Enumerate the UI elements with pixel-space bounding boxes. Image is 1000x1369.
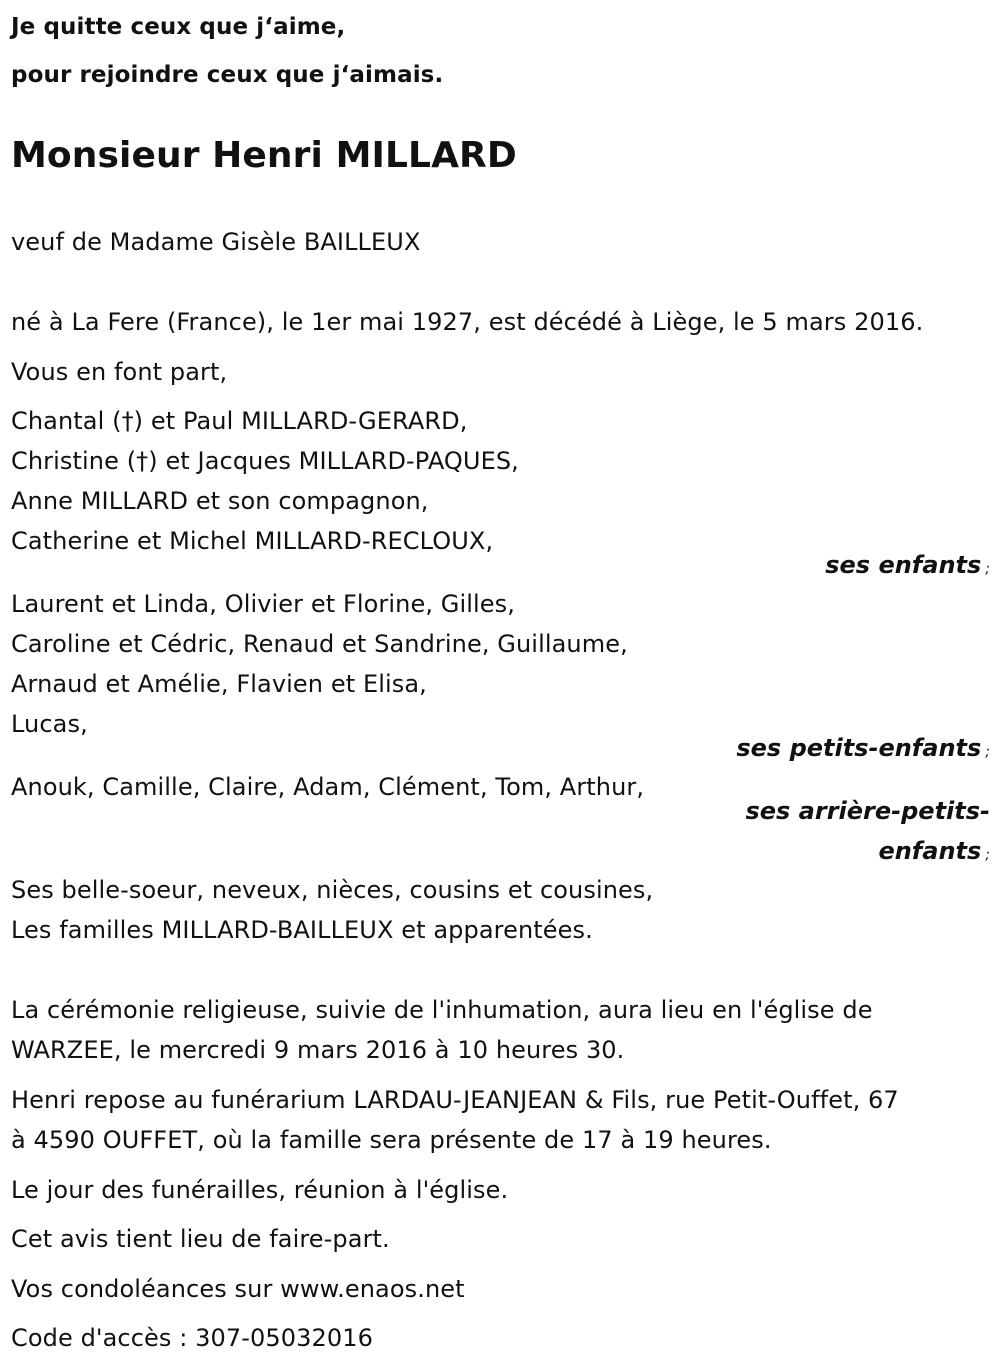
announcement-intro: Vous en font part, [11,358,228,386]
grandchild-line: Arnaud et Amélie, Flavien et Elisa, [11,670,427,698]
child-line: Catherine et Michel MILLARD-RECLOUX, [11,527,494,555]
epigraph-line-2: pour rejoindre ceux que j‘aimais. [11,62,444,88]
child-line: Christine (†) et Jacques MILLARD-PAQUES, [11,447,519,475]
funeral-home-line: Henri repose au funérarium LARDAU-JEANJEAN & Fils, rue Petit-Ouffet, 67 [11,1086,899,1114]
relation-separator: ; [985,744,990,760]
relation-text: ses petits-enfants [736,734,982,762]
great-grandchildren-relation-label-1 [745,796,990,826]
access-code-line: Code d'accès : 307-05032016 [11,1324,373,1352]
condolences-line: Vos condoléances sur www.enaos.net [11,1275,465,1303]
grandchild-line: Laurent et Linda, Olivier et Florine, Gilles, [11,590,515,618]
relation-text: ses enfants [825,551,982,579]
ceremony-line: La cérémonie religieuse, suivie de l'inhumation, aura lieu en l'église de [11,996,873,1024]
relation-separator: ; [985,561,990,577]
great-grandchildren-relation-label-2 [878,836,990,870]
great-grandchild-line: Anouk, Camille, Claire, Adam, Clément, Tom, Arthur, [11,773,645,801]
funeral-home-line: à 4590 OUFFET, où la famille sera présente de 17 à 19 heures. [11,1126,772,1154]
relation-separator: ; [985,847,990,863]
other-family-line: Ses belle-soeur, neveux, nièces, cousins et cousines, [11,876,654,904]
meeting-line: Le jour des funérailles, réunion à l'église. [11,1176,509,1204]
child-line: Chantal (†) et Paul MILLARD-GERARD, [11,407,468,435]
child-line: Anne MILLARD et son compagnon, [11,487,429,515]
grandchild-line: Caroline et Cédric, Renaud et Sandrine, Guillaume, [11,630,628,658]
ceremony-line: WARZEE, le mercredi 9 mars 2016 à 10 heures 30. [11,1036,625,1064]
notice-line: Cet avis tient lieu de faire-part. [11,1225,390,1253]
grandchild-line: Lucas, [11,710,88,738]
children-relation-label [825,550,990,584]
relation-text: enfants [878,837,982,865]
grandchildren-relation-label [736,733,990,767]
birth-death-line: né à La Fere (France), le 1er mai 1927, est décédé à Liège, le 5 mars 2016. [11,308,924,336]
relation-text: ses arrière-petits- [745,797,990,825]
epigraph-line-1: Je quitte ceux que j‘aime, [11,14,346,40]
other-family-line: Les familles MILLARD-BAILLEUX et apparentées. [11,916,593,944]
deceased-name: Monsieur Henri MILLARD [11,135,517,176]
spouse-line: veuf de Madame Gisèle BAILLEUX [11,228,421,256]
